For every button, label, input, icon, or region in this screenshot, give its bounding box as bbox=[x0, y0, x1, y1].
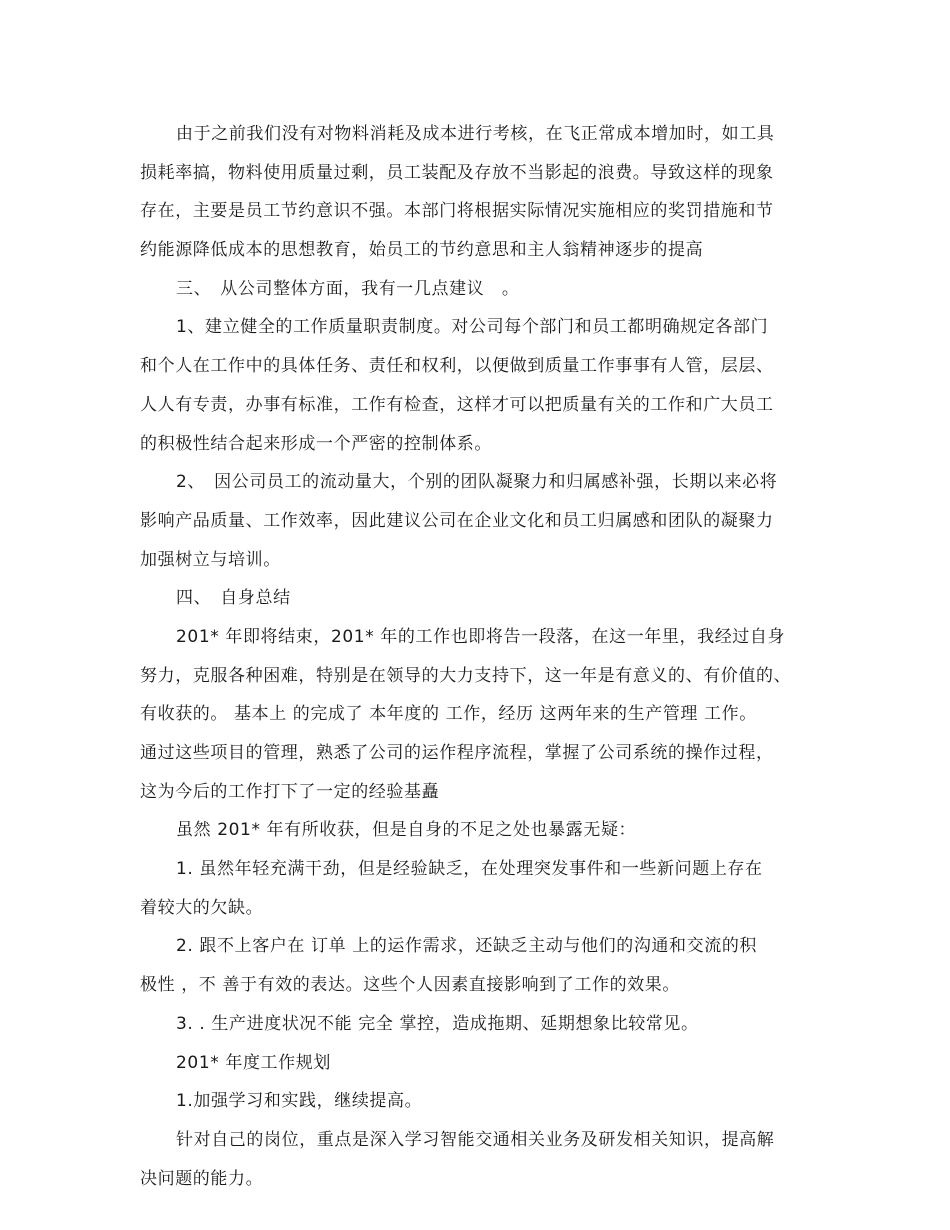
text-line: 努力，克服各种困难，特别是在领导的大力支持下，这一年是有意义的、有价值的、 bbox=[140, 665, 792, 686]
text-line: 加强树立与培训。 bbox=[140, 549, 281, 570]
text-line: 201* 年即将结束，201* 年的工作也即将告一段落，在这一年里，我经过自身 bbox=[176, 626, 786, 647]
text-line: 有收获的。 基本上 的完成了 本年度的 工作，经历 这两年来的生产管理 工作。 bbox=[140, 704, 757, 725]
text-line: 针对自己的岗位，重点是深入学习智能交通相关业务及研发相关知识，提高解 bbox=[176, 1129, 775, 1150]
section-heading: 四、 自身总结 bbox=[176, 588, 291, 609]
text-line: 1、建立健全的工作质量职责制度。对公司每个部门和员工都明确规定各部门 bbox=[176, 317, 769, 338]
section-heading: 三、 从公司整体方面，我有一几点建议 。 bbox=[176, 278, 520, 299]
document-body bbox=[140, 115, 820, 1198]
list-item: 3. . 生产进度状况不能 完全 掌控，造成拖期、延期想象比较常见。 bbox=[176, 1013, 699, 1034]
text-line: 虽然 201* 年有所收获，但是自身的不足之处也暴露无疑： bbox=[176, 820, 637, 841]
text-line: 的积极性结合起来形成一个严密的控制体系。 bbox=[140, 433, 492, 454]
text-line: 着较大的欠缺。 bbox=[140, 897, 264, 918]
text-line: 和个人在工作中的具体任务、责任和权利，以便做到质量工作事事有人管，层层、 bbox=[140, 356, 774, 377]
text-line: 约能源降低成本的思想教育，始员工的节约意思和主人翁精神逐步的提高 bbox=[140, 240, 704, 261]
text-line: 人人有专责，办事有标准，工作有检查，这样才可以把质量有关的工作和广大员工 bbox=[140, 394, 774, 415]
text-line: 2、 因公司员工的流动量大，个别的团队凝聚力和归属感补强，长期以来必将 bbox=[176, 472, 778, 493]
list-item: 1.加强学习和实践，继续提高。 bbox=[176, 1091, 423, 1112]
text-line: 这为今后的工作打下了一定的经验基矗 bbox=[140, 781, 440, 802]
section-heading: 201* 年度工作规划 bbox=[176, 1052, 331, 1073]
text-line: 通过这些项目的管理，熟悉了公司的运作程序流程，掌握了公司系统的操作过程， bbox=[140, 743, 774, 763]
text-line: 决问题的能力。 bbox=[140, 1168, 264, 1189]
text-line: 由于之前我们没有对物料消耗及成本进行考核，在飞正常成本增加时，如工具 bbox=[176, 124, 775, 144]
text-line: 影响产品质量、工作效率，因此建议公司在企业文化和员工归属感和团队的凝聚力 bbox=[140, 510, 774, 531]
text-line: 存在，主要是员工节约意识不强。本部门将根据实际情况实施相应的奖罚措施和节 bbox=[140, 201, 774, 222]
list-item: 1. 虽然年轻充满干劲，但是经验缺乏，在处理突发事件和一些新问题上存在 bbox=[176, 859, 763, 880]
text-line: 损耗率搞，物料使用质量过剩，员工装配及存放不当影起的浪费。导致这样的现象 bbox=[140, 162, 774, 183]
text-line: 极性 ，不 善于有效的表达。这些个人因素直接影响到了工作的效果。 bbox=[140, 975, 681, 996]
list-item: 2. 跟不上客户在 订单 上的运作需求，还缺乏主动与他们的沟通和交流的积 bbox=[176, 936, 758, 957]
